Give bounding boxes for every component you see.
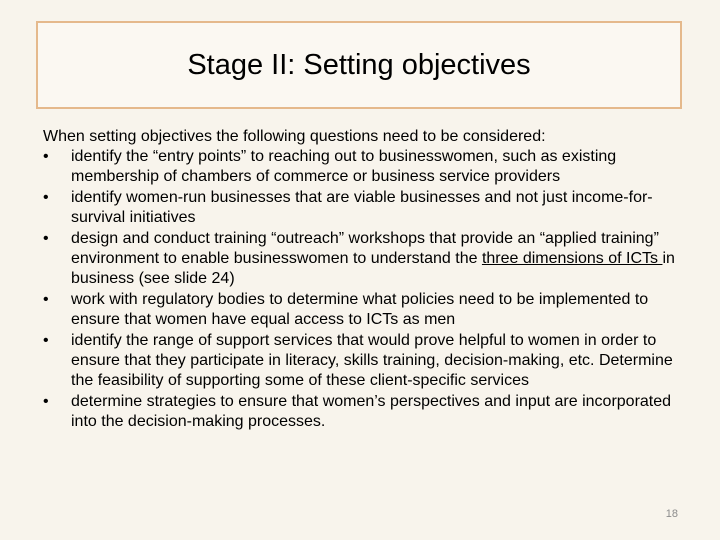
slide-title: Stage II: Setting objectives [187, 48, 531, 81]
bullet-item [43, 331, 683, 391]
bullet-text: determine strategies to ensure that women’s perspectives and input are incorporated into the decision-making processes. [71, 393, 672, 430]
bullet-dot-icon: • [43, 189, 49, 206]
intro-text: When setting objectives the following questions need to be considered: [43, 128, 546, 145]
bullet-list [43, 147, 683, 432]
bullet-item [43, 290, 683, 330]
bullet-dot-icon: • [43, 332, 49, 349]
bullet-dot-icon: • [43, 148, 49, 165]
bullet-text: identify the range of support services that would prove helpful to women in order to ensure that they participate in literacy, skills training, decision-making, etc. Determine the feasibility of supporting some of these client-specific services [71, 332, 673, 389]
title-box [36, 21, 682, 109]
bullet-text-after: in business (see slide 24) [71, 250, 675, 287]
page-number: 18 [665, 508, 678, 520]
bullet-item [43, 147, 683, 187]
bullet-item [43, 188, 683, 228]
bullet-item [43, 392, 683, 432]
bullet-text: work with regulatory bodies to determine what policies need to be implemented to ensure that women have equal access to ICTs as men [71, 291, 649, 328]
bullet-text-before: design and conduct training “outreach” workshops that provide an “applied training” environment to enable businesswomen to understand the [71, 230, 659, 267]
ict-dimensions-link[interactable]: three dimensions of ICTs [481, 250, 663, 267]
bullet-item [43, 229, 683, 289]
slide-body [43, 127, 683, 433]
bullet-dot-icon: • [43, 230, 49, 247]
bullet-dot-icon: • [43, 291, 49, 308]
bullet-text: identify women-run businesses that are viable businesses and not just income-for-survival initiatives [71, 189, 653, 226]
bullet-dot-icon: • [43, 393, 49, 410]
bullet-text [71, 230, 675, 287]
bullet-text: identify the “entry points” to reaching out to businesswomen, such as existing membership of chambers of commerce or business service providers [71, 148, 617, 185]
